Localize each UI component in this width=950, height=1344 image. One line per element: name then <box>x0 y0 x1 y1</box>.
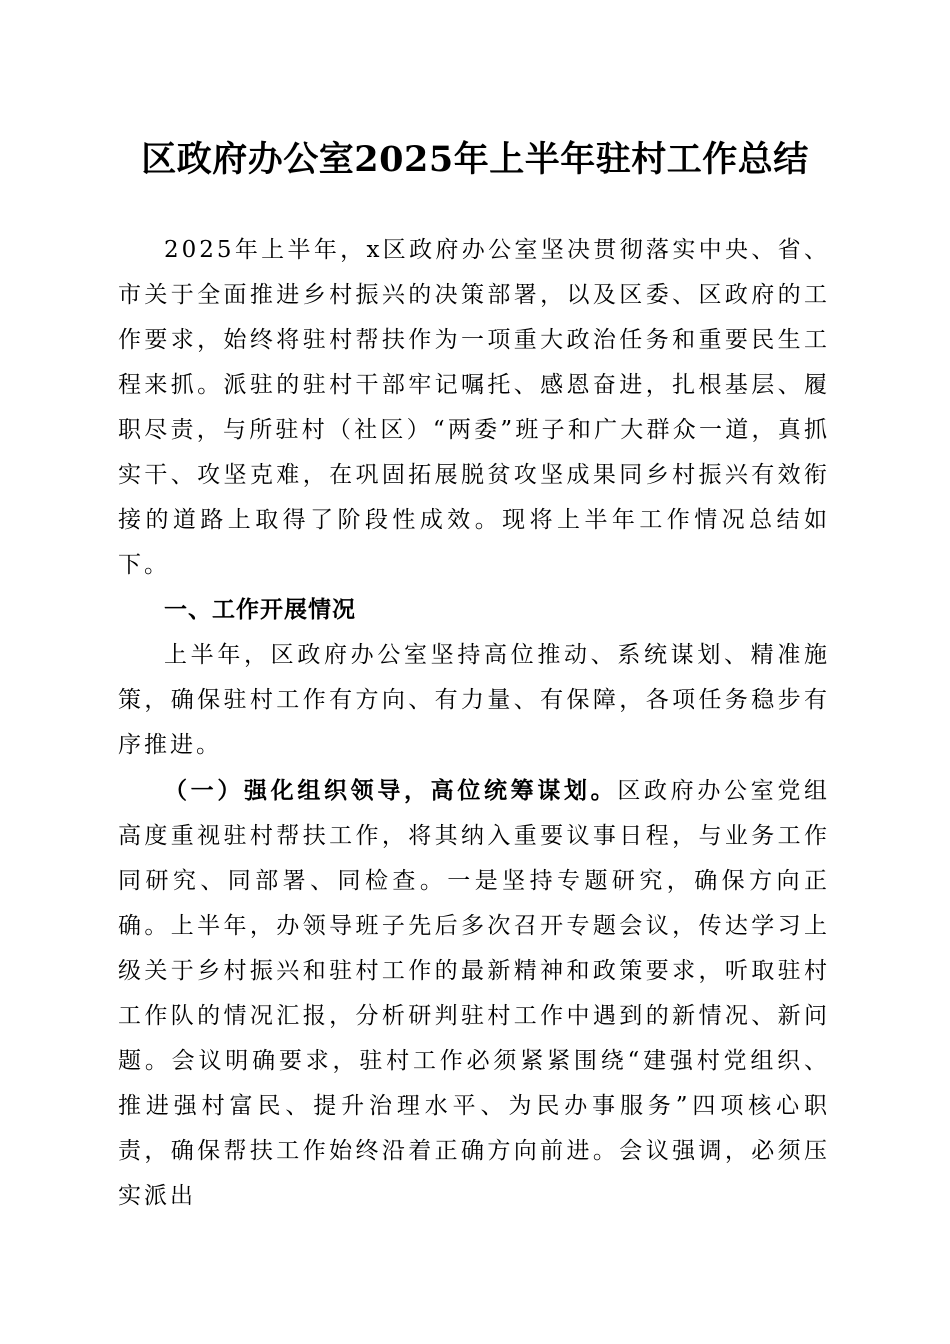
subsection-paragraph <box>118 768 830 1219</box>
section-intro-paragraph: 上半年，区政府办公室坚持高位推动、系统谋划、精准施策，确保驻村工作有方向、有力量、有保障，各项任务稳步有序推进。 <box>118 642 830 758</box>
subsection-heading: （一）强化组织领导，高位统筹谋划。 <box>164 777 618 804</box>
document-title: 区政府办公室2025年上半年驻村工作总结 <box>141 139 809 180</box>
subsection-text: 区政府办公室党组高度重视驻村帮扶工作，将其纳入重要议事日程，与业务工作同研究、同部署、同检查。一是坚持专题研究，确保方向正确。上半年，办领导班子先后多次召开专题会议，传达学习上级关于乡村振兴和驻村工作的最新精神和政策要求，听取驻村工作队的情况汇报，分析研判驻村工作中遇到的新情况、新问题。会议明确要求，驻村工作必须紧紧围绕“建强村党组织、推进强村富民、提升治理水平、为民办事服务”四项核心职责，确保帮扶工作始终沿着正确方向前进。会议强调，必须压实派出 <box>118 778 831 1209</box>
document-body <box>118 228 830 1219</box>
intro-paragraph: 2025年上半年，x区政府办公室坚决贯彻落实中央、省、市关于全面推进乡村振兴的决策部署，以及区委、区政府的工作要求，始终将驻村帮扶作为一项重大政治任务和重要民生工程来抓。派驻的驻村干部牢记嘱托、感恩奋进，扎根基层、履职尽责，与所驻村（社区）“两委”班子和广大群众一道，真抓实干、攻坚克难，在巩固拓展脱贫攻坚成果同乡村振兴有效衔接的道路上取得了阶段性成效。现将上半年工作情况总结如下。 <box>118 237 830 578</box>
section-heading: 一、工作开展情况 <box>164 597 356 623</box>
